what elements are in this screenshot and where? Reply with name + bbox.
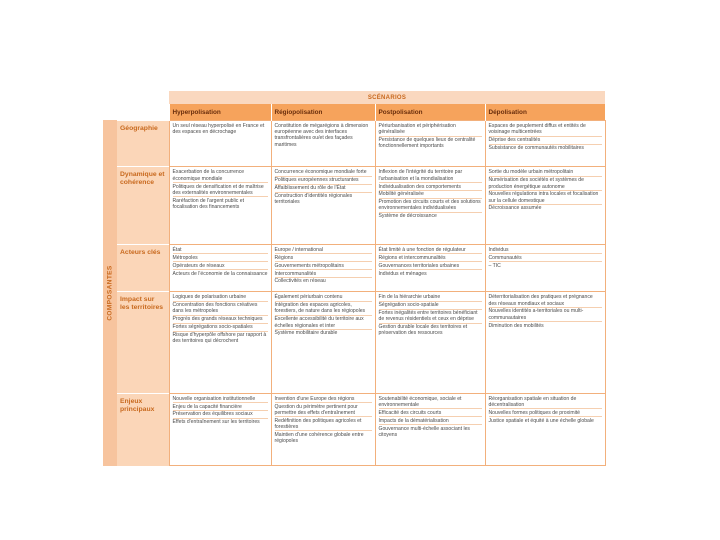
cell-item: Mobilité généralisée [379,191,482,199]
table-cell [169,292,271,393]
composantes-label-text: COMPOSANTES [106,265,114,321]
table-cell [485,120,605,166]
composantes-side-label [103,120,117,465]
cell-item: Acteurs de l'économie de la connaissance [172,270,268,277]
corner-blank [103,91,169,104]
row-header: Géographie [117,120,169,166]
column-header: Régiopolisation [271,104,375,120]
cell-item: Progrès des grands réseaux techniques [173,316,268,324]
scenarios-table [103,91,606,466]
column-header: Postpolisation [375,104,485,120]
cell-item: Système de décroissance [378,213,437,220]
table-cell [485,167,605,244]
cell-item: Raréfaction de l'argent public et focalisation des financements [172,197,244,210]
cell-item: Ségrégation socio-spatiale [379,302,482,310]
cell-item: Régions [275,255,372,263]
cell-item: Métropoles [173,255,268,263]
table-cell [485,292,605,393]
cell-item: Réorganisation spatiale en situation de décentralisation [489,396,602,410]
row-header: Enjeux principaux [117,393,169,465]
cell-item: Question du périmètre pertinent pour permettre des effets d'entraînement [275,404,372,418]
column-header: Hyperpolisation [169,104,271,120]
cell-item: Redéfinition des politiques agricoles et forestières [275,418,372,432]
cell-item: Nouvelles régulations intra locales et focalisation sur la cellule domestique [489,191,602,205]
cell-item: Nouvelles formes politiques de proximité [489,410,602,418]
cell-item: Concurrence économique mondiale forte [275,169,372,177]
cell-item: Gouvernance multi-échelle associant les citoyens [378,425,470,438]
cell-item: Efficacité des circuits courts [379,410,482,418]
cell-item: Promotion des circuits courts et des solutions environnementales individualisées [378,199,481,212]
cell-item: Excellente accessibilité du territoire aux échelles régionales et inter [275,316,372,330]
cell-item: Persistance de quelques lieux de centralité fonctionnellement importants [378,137,476,150]
scenarios-table-image [103,91,605,466]
cell-item: Invention d'une Europe des régions [275,396,372,404]
cell-item: Intercommunalités [275,271,372,279]
column-header: Dépolisation [485,104,605,120]
table-cell [271,167,375,244]
table-cell [169,167,271,244]
cell-item: Nouvelle organisation institutionnelle [173,396,268,404]
cell-item: Enjeu de la capacité financière [173,404,268,412]
cell-item: Communautés [489,255,602,263]
cell-item: Sortie du modèle urbain métropolitain [489,169,602,177]
cell-item: Système mobilitaire durable [274,330,338,337]
cell-item: Individus [489,247,602,255]
table-cell [485,393,605,465]
cell-item: Fortes inégalités entre territoires bénéficiant de revenus résidentiels et ceux en déprise [379,310,482,324]
cell-item: Un seul réseau hyperpolisé en France et des espaces en décrochage [172,122,265,136]
cell-item: Effets d'entraînement sur les territoires [172,419,260,426]
table-cell [271,120,375,166]
cell-item: Intégration des espaces agricoles, forestiers, de nature dans les régiopoles [275,302,372,316]
table-cell [271,393,375,465]
cell-item: Déprise des centralités [489,137,602,145]
table-cell [169,244,271,292]
table-cell [485,244,605,292]
cell-item: Soutenabilité économique, sociale et environnementale [379,396,482,410]
table-cell [375,393,485,465]
scenarios-title: SCÉNARIOS [169,91,605,104]
table-cell [375,120,485,166]
corner-blank-2 [103,104,169,120]
table-cell [169,120,271,166]
cell-item: Diminution des mobilités [488,322,544,329]
cell-item: Politiques européennes structurantes [275,177,372,185]
cell-item: Politiques de densification et de maîtrise des externalités environnementales [173,184,268,198]
cell-item: Subsistance de communautés mobilitaires [488,144,584,151]
table-cell [271,292,375,393]
cell-item: Maintien d'une cohérence globale entre régiopoles [274,431,364,444]
row-header: Dynamique et cohérence [117,167,169,244]
row-header: Impact sur les territoires [117,292,169,393]
cell-item: Construction d'identités régionales territoriales [274,193,353,206]
table-cell [375,167,485,244]
cell-item: Gouvernances territoriales urbaines [379,263,482,271]
cell-item: Individus et ménages [378,270,427,277]
cell-item: Constitution de mégarégions à dimension européenne avec des interfaces transfrontalières ou/et des façades maritimes [274,122,369,148]
table-cell [169,393,271,465]
cell-item: Fortes ségrégations socio-spatiales [173,324,268,332]
cell-item: Également périurbain contenu [275,294,372,302]
cell-item: État [173,247,268,255]
cell-item: Gouvernements métropolitains [275,263,372,271]
cell-item: Préservation des équilibres sociaux [173,411,268,419]
cell-item: Régions et intercommunalités [379,255,482,263]
cell-item: Gestion durable locale des territoires et préservation des ressources [378,324,468,337]
cell-item: Concentration des fonctions créatives dans les métropoles [173,302,268,316]
cell-item: Individualisation des comportements [379,184,482,192]
cell-item: Europe / international [275,247,372,255]
cell-item: Fin de la hiérarchie urbaine [379,294,482,302]
cell-item: Numérisation des sociétés et systèmes de production énergétique autonome [489,177,602,191]
cell-item: Espaces de peuplement diffus et entités de voisinage multicentrées [489,123,602,137]
cell-item: Déterritorialisation des pratiques et prégnance des réseaux mondiaux et sociaux [489,294,602,308]
cell-item: État limité à une fonction de régulateur [379,247,482,255]
cell-item: Exacerbation de la concurrence économique mondiale [173,169,268,183]
cell-item: Périurbanisation et périphérisation généralisée [379,123,482,137]
cell-item: Justice spatiale et équité à une échelle globale [488,417,594,424]
cell-item: Décroissance assumée [488,205,542,212]
cell-item: Affaiblissement du rôle de l'État [275,185,372,193]
table-cell [375,292,485,393]
cell-item: Collectivités en réseau [274,278,326,285]
table-cell [375,244,485,292]
cell-item: Inflexion de l'intégrité du territoire par l'urbanisation et la mondialisation [379,169,482,183]
cell-item: Logiques de polarisation urbaine [173,294,268,302]
cell-item: Risque d'hyperpôle offshore par rapport à des territoires qui décrochent [172,332,267,345]
table-cell [271,244,375,292]
row-header: Acteurs clés [117,244,169,292]
cell-item: – TIC [488,262,501,269]
cell-item: Impacts de la dématérialisation [379,418,482,426]
cell-item: Nouvelles identités a-territoriales ou multi-communautaires [489,308,602,322]
cell-item: Opérateurs de réseaux [173,263,268,271]
